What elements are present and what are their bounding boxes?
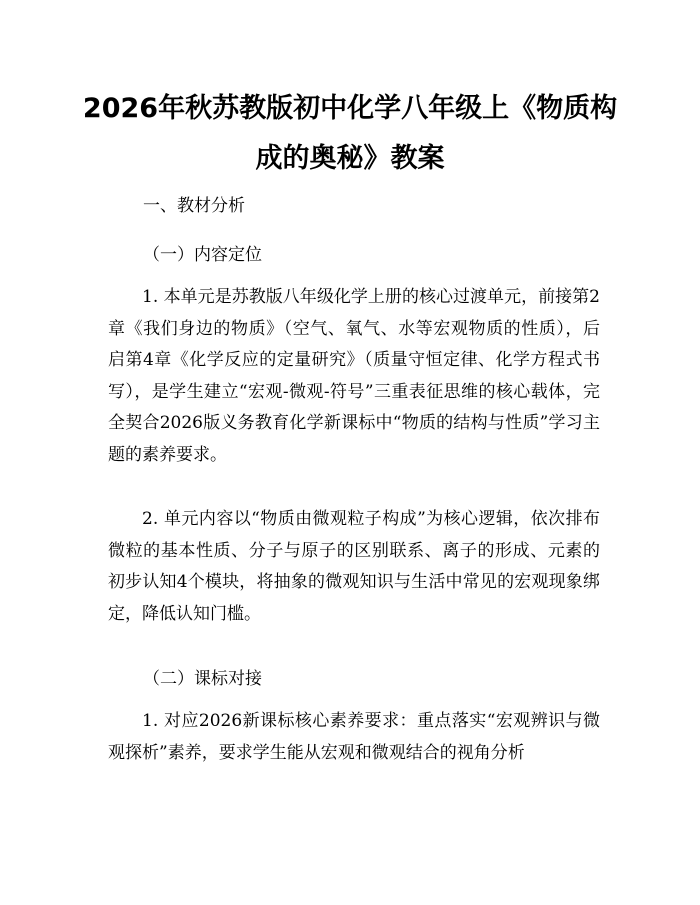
paragraph-unit-content: 2. 单元内容以“物质由微观粒子构成”为核心逻辑，依次排布微粒的基本性质、分子与原子的区别联系、离子的形成、元素的初步认知4个模块，将抽象的微观知识与生活中常见的宏观现象绑定，降低认知门槛。 [108, 509, 600, 624]
document-title-line-2: 成的奥秘》教案 [255, 143, 445, 174]
subsection-heading-curriculum-alignment: （二）课标对接 [143, 669, 262, 689]
subsection-heading-content-positioning: （一）内容定位 [143, 245, 262, 265]
paragraph-core-literacy: 1. 对应2026新课标核心素养要求：重点落实“宏观辨识与微观探析”素养，要求学生能从宏观和微观结合的视角分析 [108, 711, 600, 763]
section-heading-materials-analysis: 一、教材分析 [143, 196, 245, 216]
document-title-line-1: 2026年秋苏教版初中化学八年级上《物质构 [82, 93, 618, 124]
paragraph-unit-position: 1. 本单元是苏教版八年级化学上册的核心过渡单元，前接第2章《我们身边的物质》（空气、氧气、水等宏观物质的性质），后启第4章《化学反应的定量研究》（质量守恒定律、化学方程式书写），是学生建立“宏观-微观-符号”三重表征思维的核心载体，完全契合2026版义务教育化学新课标中“物质的结构与性质”学习主题的素养要求。 [108, 287, 600, 465]
